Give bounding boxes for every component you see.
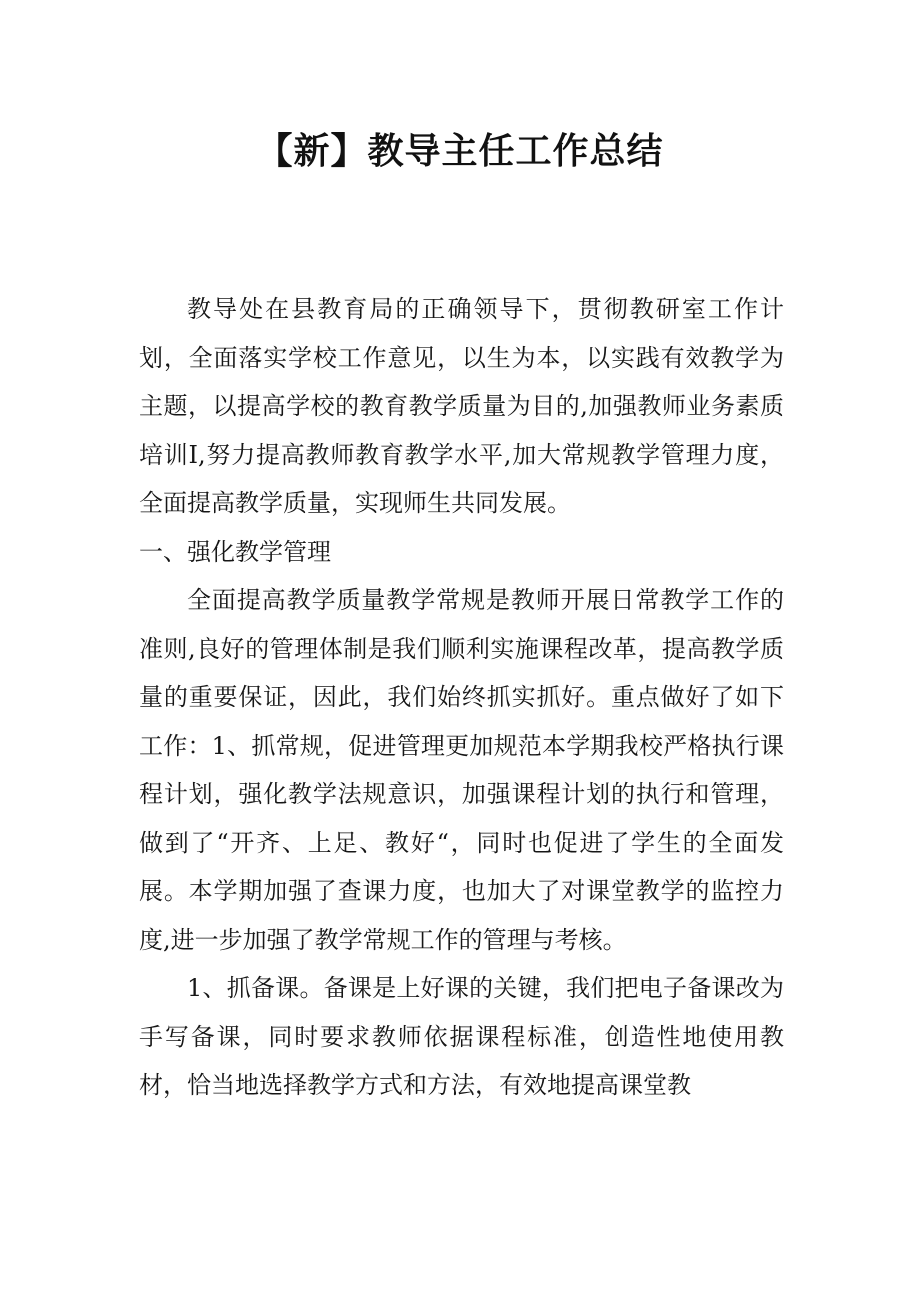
document-body	[139, 285, 784, 1110]
lesson-preparation-paragraph: 1、抓备课。备课是上好课的关键，我们把电子备课改为手写备课，同时要求教师依据课程标准，创造性地使用教材，恰当地选择教学方式和方法，有效地提高课堂教	[139, 974, 784, 1099]
teaching-management-paragraph: 全面提高教学质量教学常规是教师开展日常教学工作的准则,良好的管理体制是我们顺利实施课程改革，提高教学质量的重要保证，因此，我们始终抓实抓好。重点做好了如下工作：1、抓常规，促进管理更加规范本学期我校严格执行课程计划，强化教学法规意识，加强课程计划的执行和管理，做到了“开齐、上足、教好“，同时也促进了学生的全面发展。本学期加强了查课力度，也加大了对课堂教学的监控力度,进一步加强了教学常规工作的管理与考核。	[139, 586, 784, 954]
intro-paragraph: 教导处在县教育局的正确领导下，贯彻教研室工作计划，全面落实学校工作意见，以生为本，以实践有效教学为主题，以提高学校的教育教学质量为目的,加强教师业务素质培训I,努力提高教师教育教学水平,加大常规教学管理力度，全面提高教学质量，实现师生共同发展。	[139, 295, 784, 517]
section-heading-teaching-management: 一、强化教学管理	[139, 537, 331, 566]
document-title: 【新】教导主任工作总结	[256, 131, 664, 172]
